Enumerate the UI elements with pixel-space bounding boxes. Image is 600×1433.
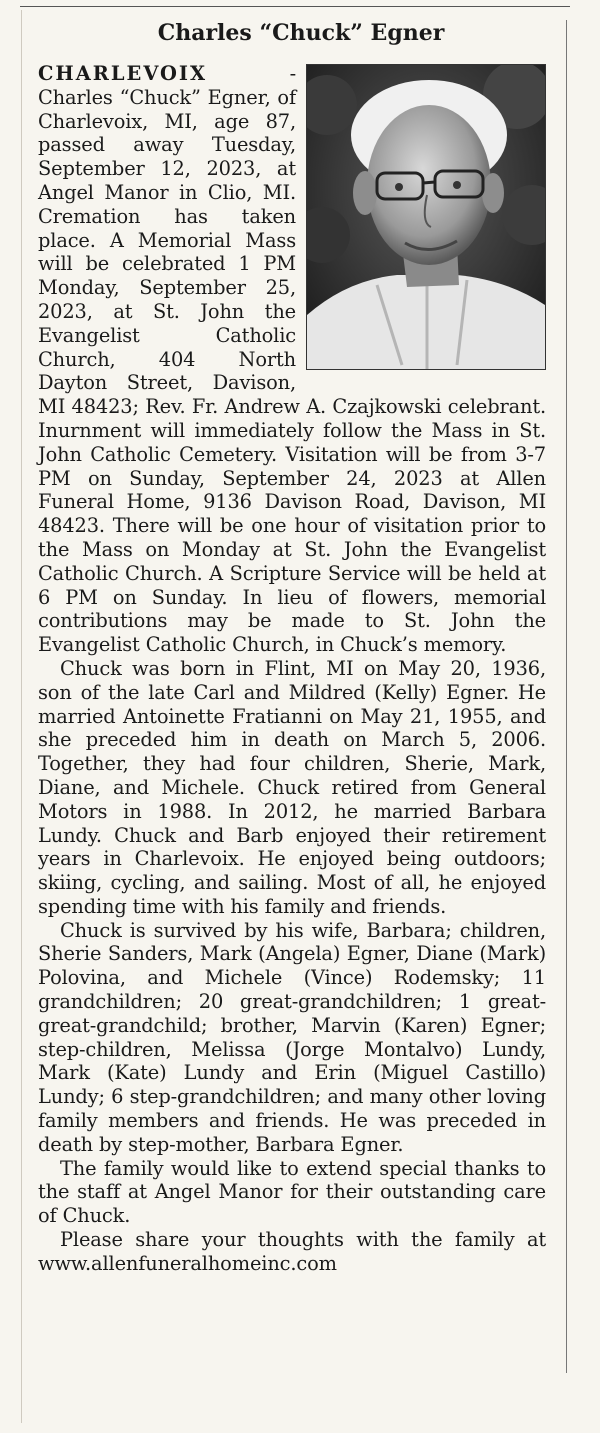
funeral-home-website: www.allenfuneralhomeinc.com bbox=[38, 1251, 337, 1275]
paragraph-thanks: The family would like to extend special thanks to the staff at Angel Manor for their outstanding care of Chuck. bbox=[38, 1156, 546, 1228]
column-rule-right bbox=[566, 20, 567, 1373]
column-edge-left bbox=[21, 10, 22, 1423]
dateline: CHARLEVOIX bbox=[38, 62, 208, 85]
paragraph-biography: Chuck was born in Flint, MI on May 20, 1936, son of the late Carl and Mildred (Kelly) Egner. He married Antoinette Fratianni on May 21, 1955, and she preceded him in death on March 5, 2006. Together, they had four children, Sherie, Mark, Diane, and Michele. Chuck retired from General Motors in 1988. In 2012, he married Barbara Lundy. Chuck and Barb enjoyed their retirement years in Charlevoix. He enjoyed being outdoors; skiing, cycling, and sailing. Most of all, he enjoyed spending time with his family and friends. bbox=[38, 656, 546, 918]
paragraph-share bbox=[38, 1228, 546, 1276]
obituary-title: Charles “Chuck” Egner bbox=[157, 20, 445, 46]
paragraph-announcement-text: Charles “Chuck” Egner, of Charlevoix, MI, age 87, passed away Tuesday, September 12, 2023, at Angel Manor in Clio, MI. Cremation has taken place. A Memorial Mass will be celebrated 1 PM Monday, September 25, 2023, at St. John the Evangelist Catholic Church, 404 North Dayton Street, Davison, MI 48423; Rev. Fr. Andrew A. Czajkowski celebrant. Inurnment will immediately follow the Mass in St. John Catholic Cemetery. Visitation will be from 3-7 PM on Sunday, September 24, 2023 at Allen Funeral Home, 9136 Davison Road, Davison, MI 48423. There will be one hour of visitation prior to the Mass on Monday at St. John the Evangelist Catholic Church. A Scripture Service will be held at 6 PM on Sunday. In lieu of flowers, memorial contributions may be made to St. John the Evangelist Catholic Church, in Chuck’s memory. bbox=[38, 85, 546, 657]
obituary-body bbox=[38, 62, 546, 1276]
top-rule bbox=[20, 6, 570, 7]
portrait-illustration bbox=[307, 65, 545, 369]
share-text: Please share your thoughts with the family at bbox=[60, 1228, 546, 1252]
portrait-photo bbox=[306, 64, 546, 370]
dateline-separator: - bbox=[207, 62, 296, 85]
paragraph-survivors: Chuck is survived by his wife, Barbara; children, Sherie Sanders, Mark (Angela) Egner, Diane (Mark) Polovina, and Michele (Vince) Rodemsky; 11 grandchildren; 20 great-grandchildren; 1 great-great-grandchild; brother, Marvin (Karen) Egner; step-children, Melissa (Jorge Montalvo) Lundy, Mark (Kate) Lundy and Erin (Miguel Castillo) Lundy; 6 step-grandchildren; and many other loving family members and friends. He was preceded in death by step-mother, Barbara Egner. bbox=[38, 918, 546, 1156]
